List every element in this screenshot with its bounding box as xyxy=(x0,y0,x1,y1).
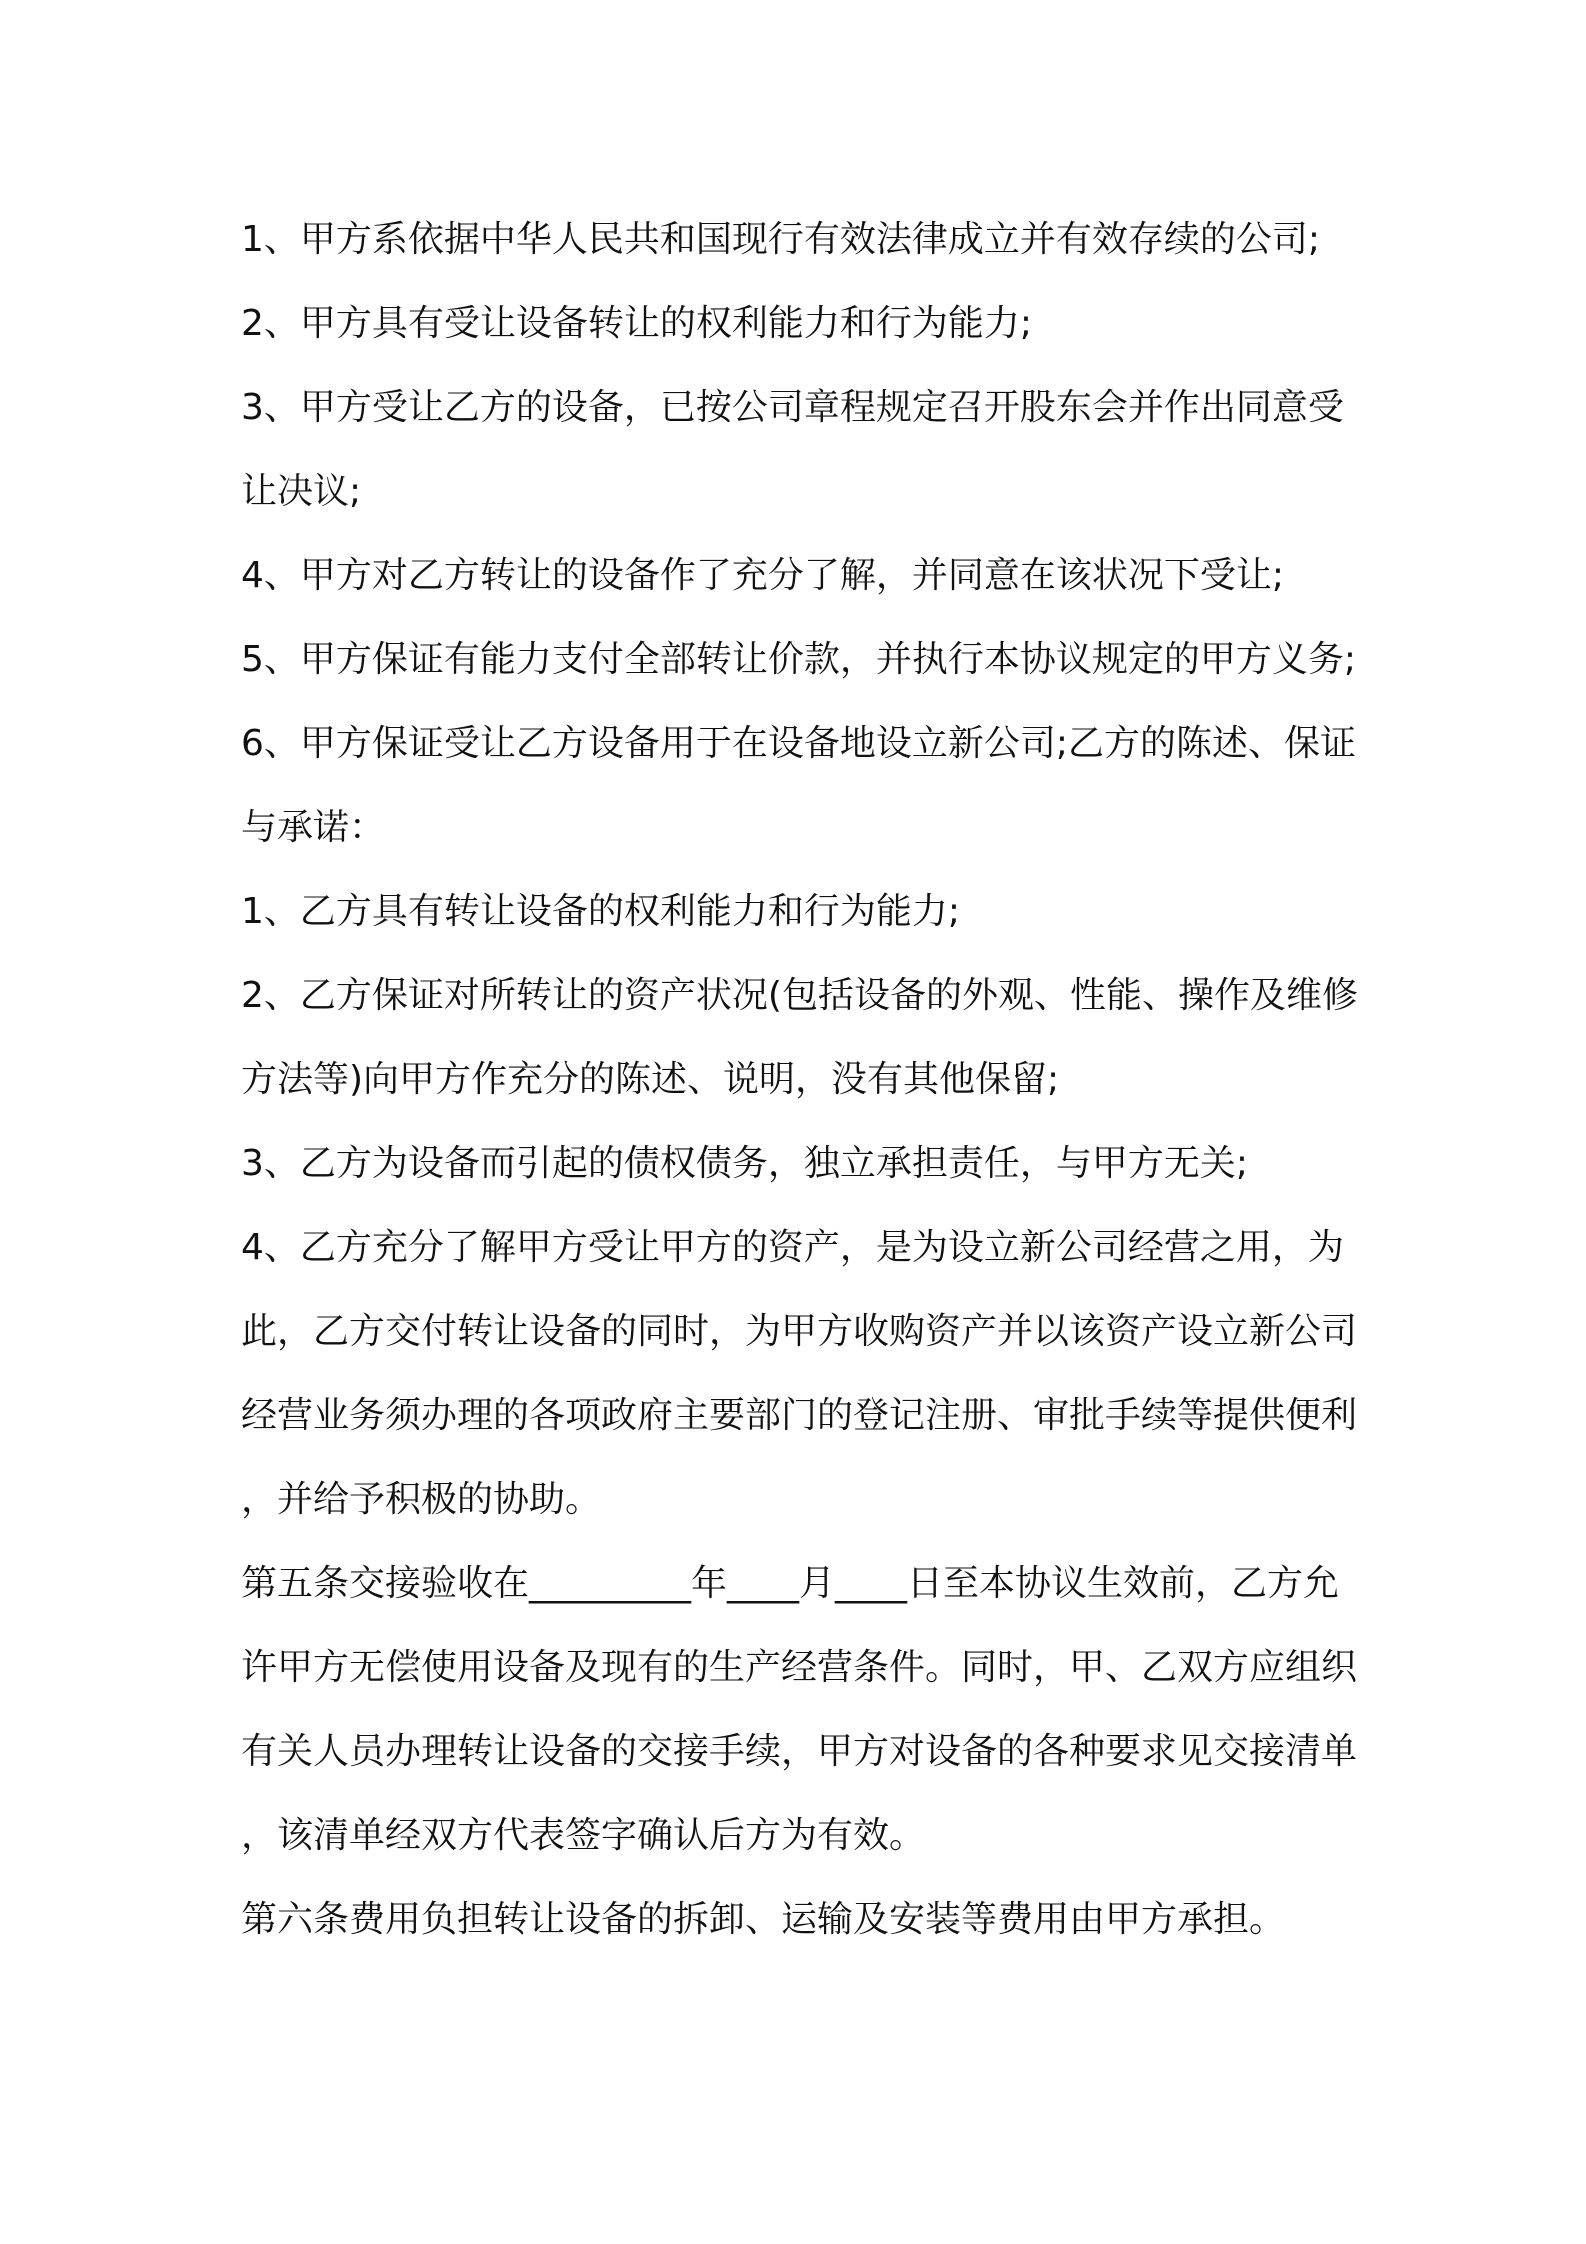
article-five-handover: 第五条交接验收在_________年____月____日至本协议生效前，乙方允许甲方无偿使用设备及现有的生产经营条件。同时，甲、乙双方应组织有关人员办理转让设备的交接手续，甲方对设备的各种要求见交接清单，该清单经双方代表签字确认后方为有效。 xyxy=(241,1563,1358,1856)
clause-party-a-5: 5、甲方保证有能力支付全部转让价款，并执行本协议规定的甲方义务; xyxy=(241,639,1357,680)
clause-party-a-2: 2、甲方具有受让设备转让的权利能力和行为能力; xyxy=(241,303,1033,344)
clause-party-b-1: 1、乙方具有转让设备的权利能力和行为能力; xyxy=(241,891,961,932)
clause-party-b-4: 4、乙方充分了解甲方受让甲方的资产，是为设立新公司经营之用，为此，乙方交付转让设备的同时，为甲方收购资产并以该资产设立新公司经营业务须办理的各项政府主要部门的登记注册、审批手续等提供便利，并给予积极的协助。 xyxy=(241,1227,1358,1520)
article-six-costs: 第六条费用负担转让设备的拆卸、运输及安装等费用由甲方承担。 xyxy=(241,1899,1286,1940)
clause-party-a-4: 4、甲方对乙方转让的设备作了充分了解，并同意在该状况下受让; xyxy=(241,555,1285,596)
clause-party-a-1: 1、甲方系依据中华人民共和国现行有效法律成立并有效存续的公司; xyxy=(241,219,1321,260)
document-body xyxy=(241,198,1361,1962)
clause-party-a-3: 3、甲方受让乙方的设备，已按公司章程规定召开股东会并作出同意受让决议; xyxy=(241,387,1344,512)
clause-party-b-2: 2、乙方保证对所转让的资产状况(包括设备的外观、性能、操作及维修方法等)向甲方作充分的陈述、说明，没有其他保留; xyxy=(241,975,1358,1100)
clause-party-b-3: 3、乙方为设备而引起的债权债务，独立承担责任，与甲方无关; xyxy=(241,1143,1249,1184)
clause-party-a-6: 6、甲方保证受让乙方设备用于在设备地设立新公司;乙方的陈述、保证与承诺： xyxy=(241,723,1357,848)
